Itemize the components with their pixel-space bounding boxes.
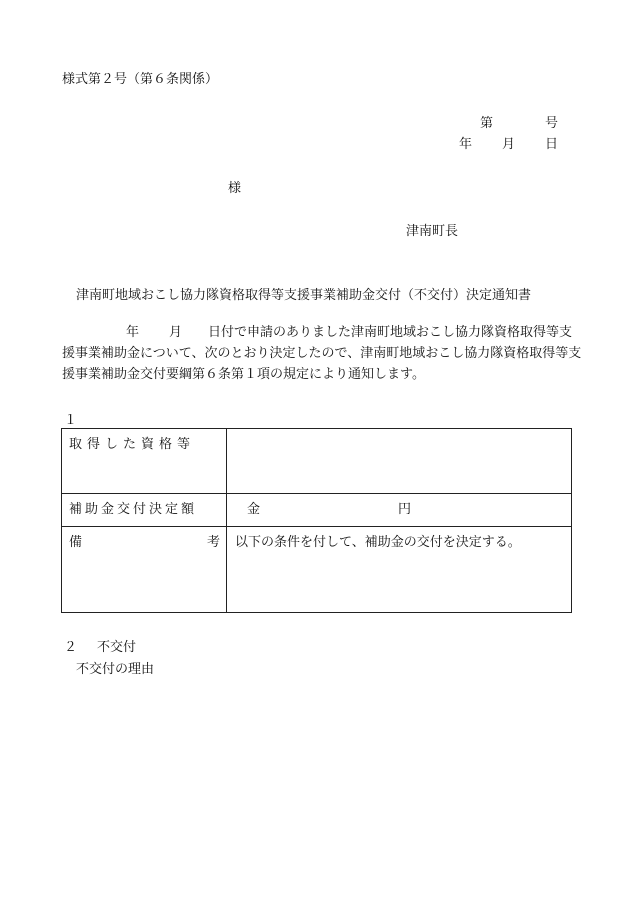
amount-prefix: 金 [247, 502, 261, 517]
remarks-label [62, 527, 227, 613]
body-paragraph [62, 322, 582, 385]
remarks-label-left: 備 [69, 535, 83, 550]
section2-title: 不交付 [97, 640, 137, 655]
decision-table [61, 428, 572, 613]
non-grant-reason-label: 不交付の理由 [76, 662, 155, 677]
remarks-label-right: 考 [206, 535, 220, 550]
document-number [480, 112, 558, 131]
document-title: 津南町地域おこし協力隊資格取得等支援事業補助金交付（不交付）決定通知書 [76, 288, 532, 303]
issuer-name: 津南町長 [406, 224, 459, 239]
number-prefix: 第 [479, 116, 493, 131]
section1-label: １ [64, 413, 78, 428]
body-text: 日付で申請のありました津南町地域おこし協力隊資格取得等支援事業補助金について、次のとおり決定したので、津南町地域おこし協力隊資格取得等支援事業補助金交付要綱第６条第１項の規定により通知します。 [62, 325, 582, 382]
body-month-mark: 月 [169, 325, 183, 340]
addressee: 様 [228, 181, 242, 196]
qualification-value [227, 429, 572, 494]
section2-label [64, 636, 136, 655]
grant-amount-label: 補助金交付決定額 [62, 494, 227, 527]
date-day: 日 [544, 137, 558, 152]
issue-date [459, 133, 558, 152]
number-suffix: 号 [544, 116, 558, 131]
section2-number: ２ [64, 640, 78, 655]
remarks-value: 以下の条件を付して、補助金の交付を決定する。 [227, 527, 572, 613]
qualification-label: 取得した資格等 [62, 429, 227, 494]
date-year: 年 [458, 137, 472, 152]
grant-amount-value [227, 494, 572, 527]
form-label: 様式第２号（第６条関係） [62, 72, 219, 87]
table-row [62, 429, 572, 494]
body-year-mark: 年 [126, 325, 140, 340]
table-row [62, 494, 572, 527]
amount-suffix: 円 [398, 502, 412, 517]
date-month: 月 [501, 137, 515, 152]
table-row [62, 527, 572, 613]
